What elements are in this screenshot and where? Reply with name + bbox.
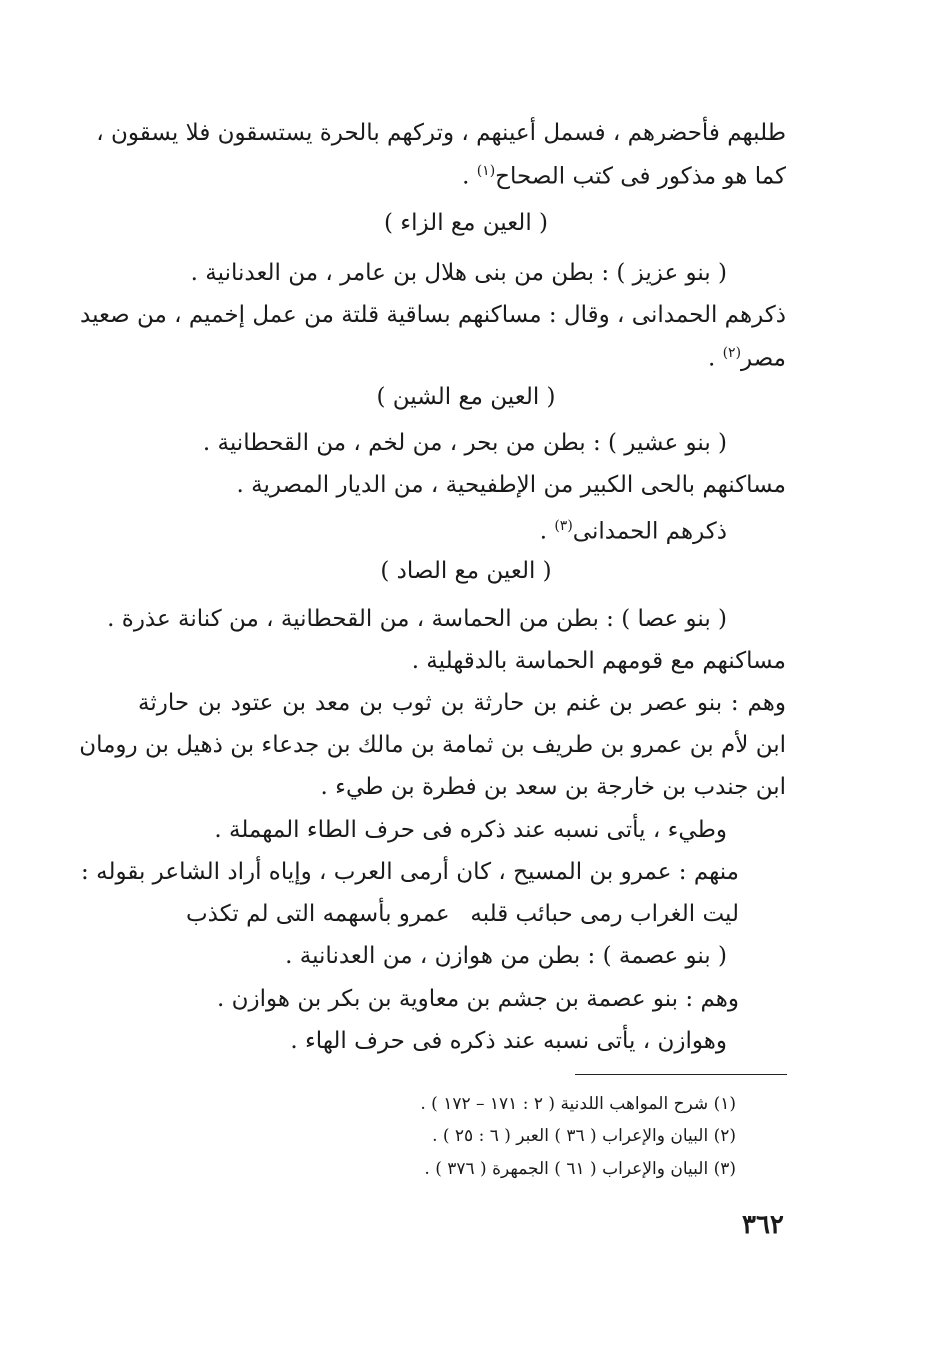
text-line-13: مساكنهم مع قومهم الحماسة بالدقهلية . xyxy=(411,648,786,674)
text-line-6 xyxy=(708,338,786,374)
text-line-23: وهوازن ، يأتى نسبه عند ذكره فى حرف الهاء . xyxy=(290,1028,727,1054)
footnote-ref-2: (٢) xyxy=(722,345,742,361)
text-line-15: ابن لأم بن عمرو بن طريف بن ثمامة بن مالك بن جدعاء بن ذهيل بن رومان xyxy=(79,732,786,758)
entry-bano-ashir: ( بنو عشير ) : بطن من بحر ، من لخم ، من القحطانية . xyxy=(202,430,727,456)
text-line-5: ذكرهم الحمدانى ، وقال : مساكنهم بساقية قلتة من عمل إخميم ، من صعيد xyxy=(80,302,786,328)
period: . xyxy=(462,163,470,190)
text-line-6-body: مصر xyxy=(741,345,786,372)
period: . xyxy=(539,518,547,545)
text-line-17: وطيء ، يأتى نسبه عند ذكره فى حرف الطاء المهملة . xyxy=(214,817,727,843)
section-heading-zay: ( العين مع الزاء ) xyxy=(384,210,548,236)
period: . xyxy=(707,345,716,372)
footnote-3: (٣) البيان والإعراب ( ٦١ ) الجمهرة ( ٣٧٦ ) . xyxy=(424,1159,736,1179)
section-heading-shin: ( العين مع الشين ) xyxy=(376,384,556,410)
footnote-separator xyxy=(575,1074,787,1075)
footnote-ref-1: (١) xyxy=(476,163,496,179)
text-line-10-body: ذكرهم الحمدانى xyxy=(572,518,727,545)
text-line-1: طلبهم فأحضرهم ، فسمل أعينهم ، وتركهم بالحرة يستسقون فلا يسقون ، xyxy=(96,120,786,146)
entry-bano-asa: ( بنو عصا ) : بطن من الحماسة ، من القحطانية ، من كنانة عذرة . xyxy=(107,606,727,632)
text-line-16: ابن جندب بن خارجة بن سعد بن فطرة بن طيء . xyxy=(320,774,786,800)
text-line-18: منهم : عمرو بن المسيح ، كان أرمى العرب ، وإياه أراد الشاعر بقوله : xyxy=(81,859,739,885)
verse-hemistich-2: عمرو بأسهمه التى لم تكذب xyxy=(186,901,450,927)
section-heading-sad: ( العين مع الصاد ) xyxy=(380,558,552,584)
entry-bano-aziz: ( بنو عزيز ) : بطن من بنى هلال بن عامر ، من العدنانية . xyxy=(190,260,727,286)
text-line-22: وهم : بنو عصمة بن جشم بن معاوية بن بكر بن هوازن . xyxy=(217,986,739,1012)
text-line-14: وهم : بنو عصر بن غنم بن حارثة بن ثوب بن معد بن عتود بن حارثة xyxy=(138,690,786,716)
text-line-9: مساكنهم بالحى الكبير من الإطفيحية ، من الديار المصرية . xyxy=(236,472,786,498)
text-line-10 xyxy=(540,511,727,547)
verse-hemistich-1: ليت الغراب رمى حبائب قلبه xyxy=(470,901,739,927)
footnote-ref-3: (٣) xyxy=(554,518,573,534)
page-number: ٣٦٢ xyxy=(742,1210,784,1240)
text-line-2-body: كما هو مذكور فى كتب الصحاح xyxy=(495,163,786,190)
entry-bano-ismah: ( بنو عصمة ) : بطن من هوازن ، من العدنانية . xyxy=(285,943,727,969)
footnote-2: (٢) البيان والإعراب ( ٣٦ ) العبر ( ٦ : ٢٥ ) . xyxy=(432,1126,736,1146)
text-line-2 xyxy=(462,156,786,192)
footnote-1: (١) شرح المواهب اللدنية ( ٢ : ١٧١ – ١٧٢ ) . xyxy=(420,1094,736,1114)
